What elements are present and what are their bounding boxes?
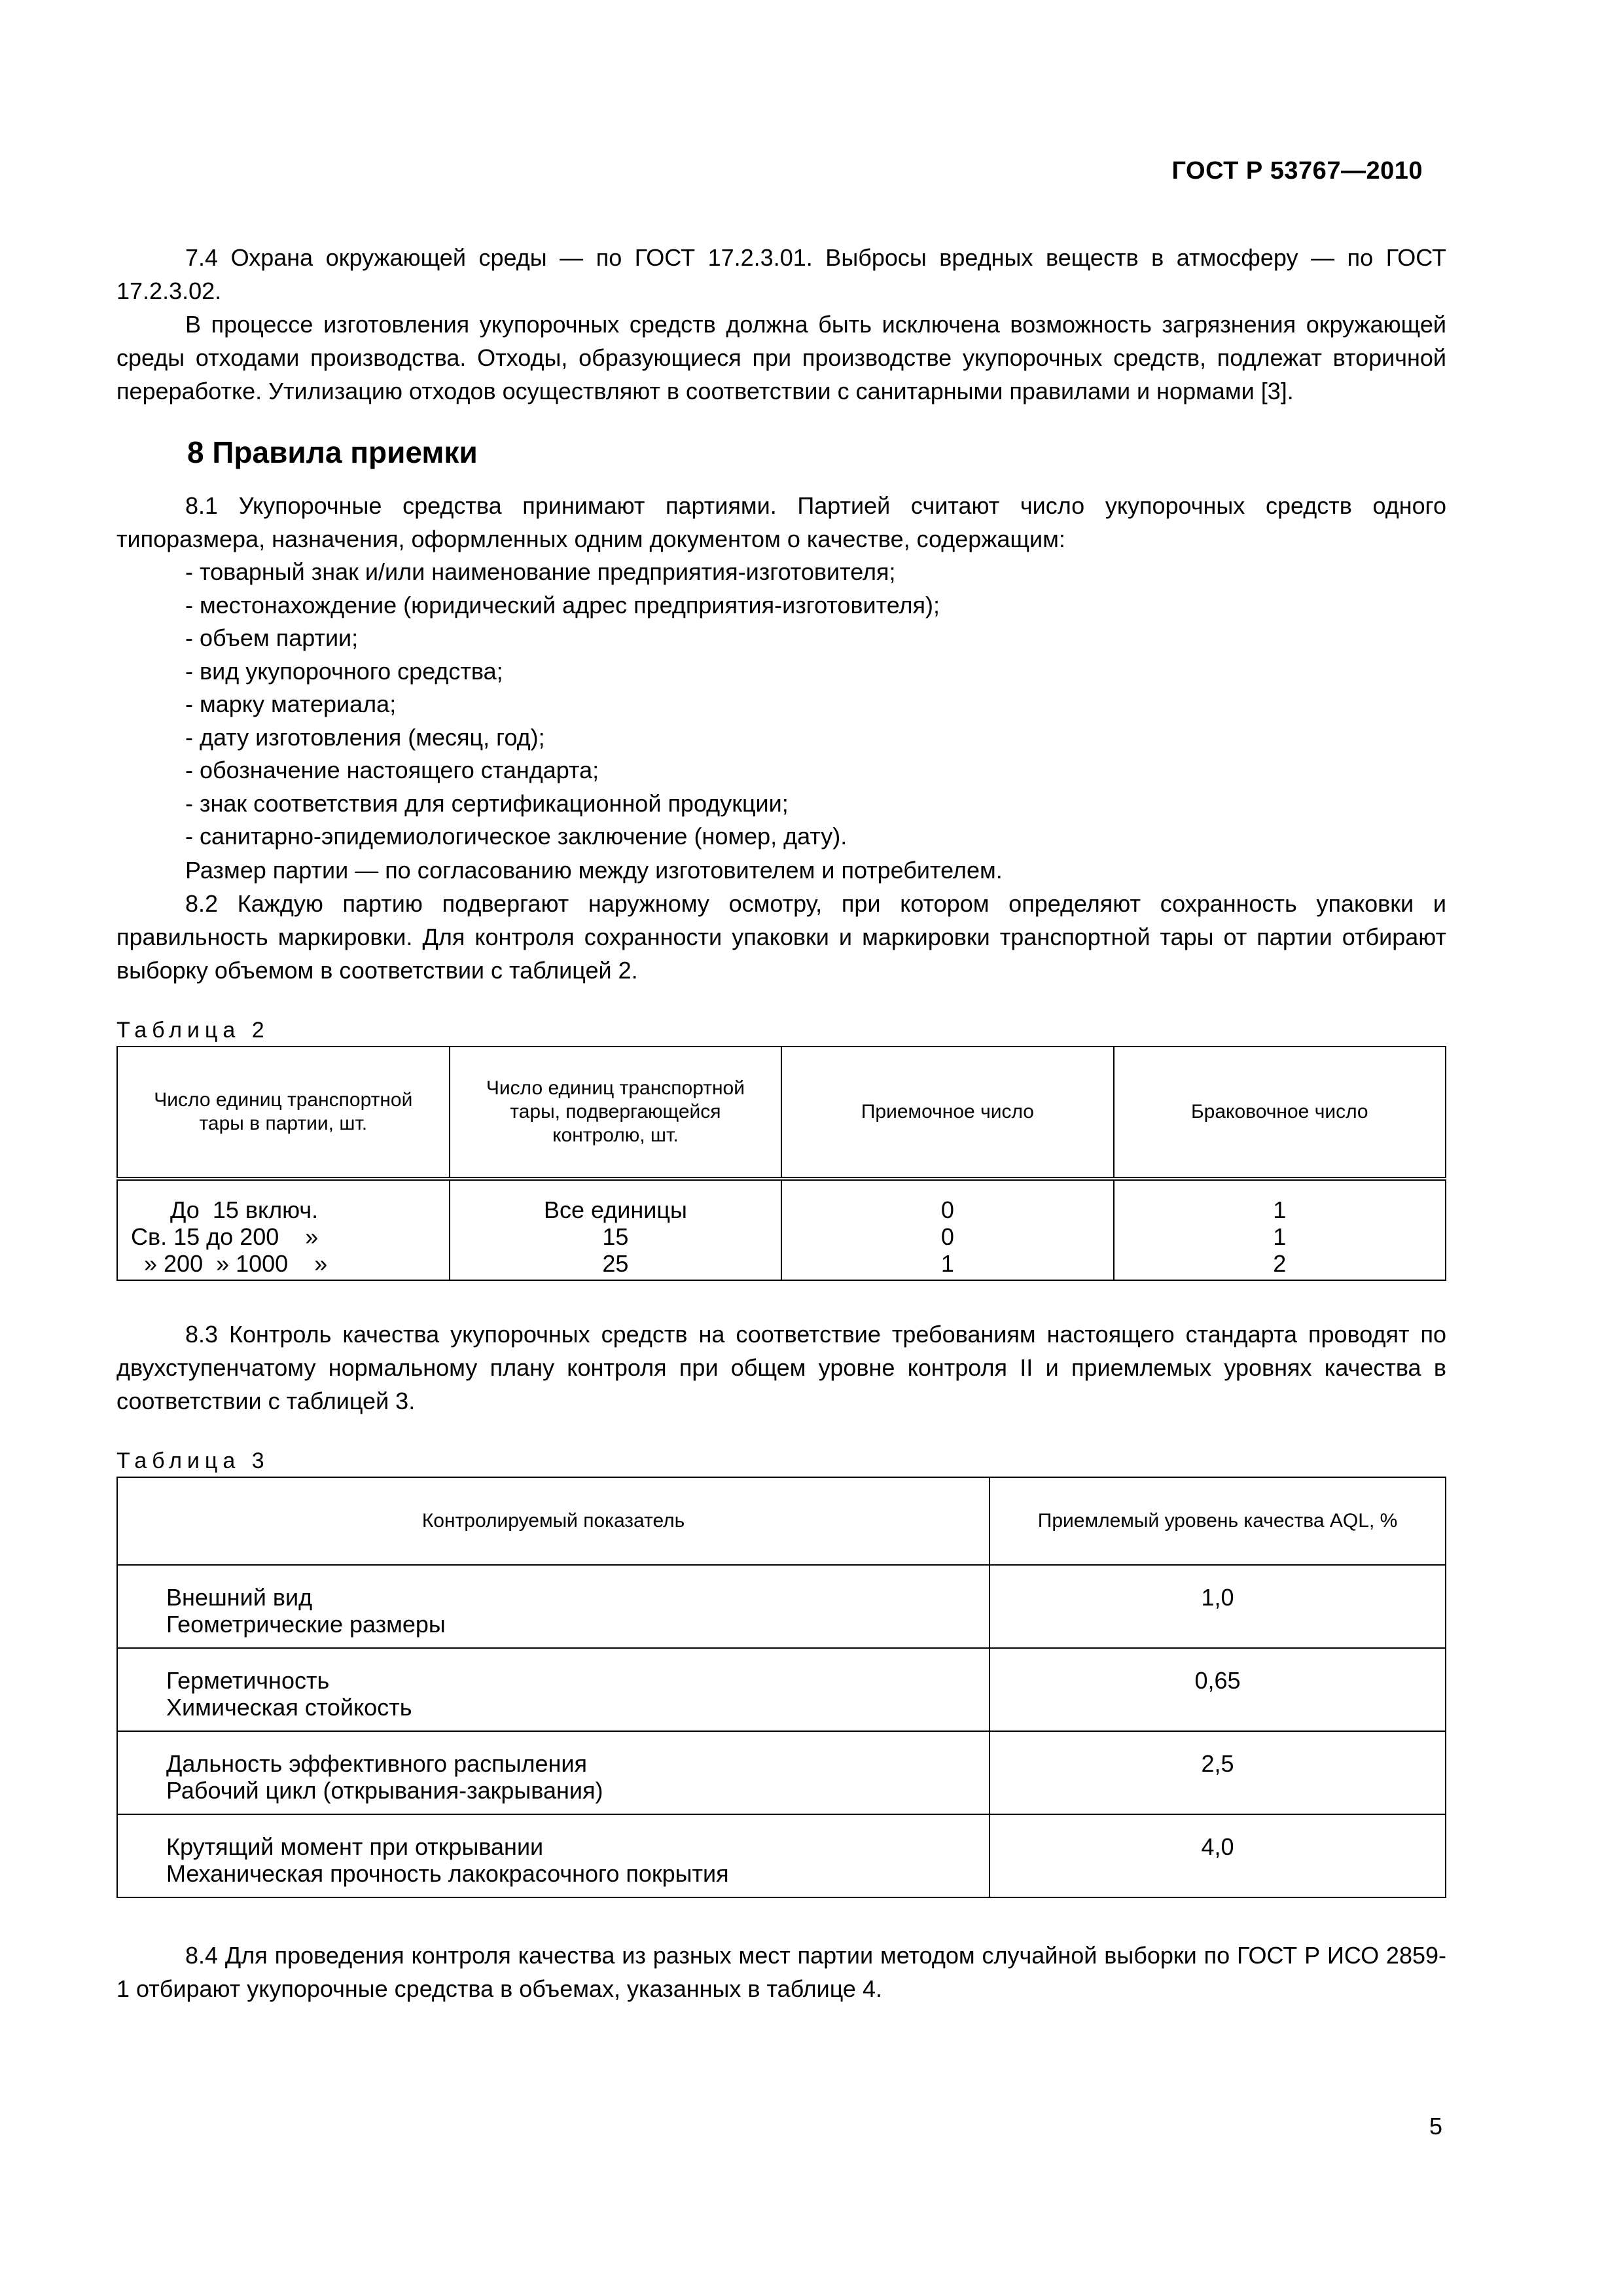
- table-cell: До 15 включ. Св. 15 до 200 » » 200 » 1000 »: [117, 1179, 450, 1280]
- table-row: [117, 1731, 1446, 1814]
- section-heading: 8 Правила приемки: [187, 435, 478, 469]
- paragraph-7-4: 7.4 Охрана окружающей среды — по ГОСТ 17.2.3.01. Выбросы вредных веществ в атмосферу — по ГОСТ 17.2.3.02.: [116, 244, 1446, 304]
- table-header-cell: Браковочное число: [1114, 1047, 1446, 1179]
- table-cell: 2,5: [990, 1731, 1446, 1814]
- page-number: 5: [1429, 2113, 1442, 2140]
- table-cell: Дальность эффективного распыления Рабочий цикл (открывания-закрывания): [117, 1731, 990, 1814]
- table-2-caption: Таблица 2: [116, 1017, 270, 1043]
- table-row: [117, 1565, 1446, 1648]
- table-header-cell: Приемлемый уровень качества AQL, %: [990, 1477, 1446, 1565]
- table-row: [117, 1648, 1446, 1731]
- page-content: [116, 241, 1446, 2005]
- list-item: - марку материала;: [185, 691, 397, 717]
- table-cell: 0,65: [990, 1648, 1446, 1731]
- table-cell: 1,0: [990, 1565, 1446, 1648]
- list-item: - местонахождение (юридический адрес предприятия-изготовителя);: [185, 591, 940, 619]
- table-3: [116, 1477, 1446, 1898]
- table-cell: 0 0 1: [781, 1179, 1113, 1280]
- table-cell: Крутящий момент при открывании Механическая прочность лакокрасочного покрытия: [117, 1814, 990, 1897]
- table-header-cell: Число единиц транспортной тары, подвергающейся контролю, шт.: [450, 1047, 782, 1179]
- table-row: [117, 1179, 1446, 1280]
- paragraph-8-2: 8.2 Каждую партию подвергают наружному осмотру, при котором определяют сохранность упаковки и правильность маркировки. Для контроля сохранности упаковки и маркировки транспортной тары от партии отбирают выборку объемом в соответствии с таблицей 2.: [116, 889, 1446, 984]
- table-header-cell: Контролируемый показатель: [117, 1477, 990, 1565]
- paragraph-8-1: 8.1 Укупорочные средства принимают партиями. Партией считают число укупорочных средств одного типоразмера, назначения, оформленных одним документом о качестве, содержащим:: [116, 492, 1446, 552]
- table-cell: Внешний вид Геометрические размеры: [117, 1565, 990, 1648]
- table-2: [116, 1046, 1446, 1281]
- table-header-row: [117, 1047, 1446, 1179]
- paragraph-waste: В процессе изготовления укупорочных средств должна быть исключена возможность загрязнения окружающей среды отходами производства. Отходы, образующиеся при производстве укупорочных средств, подлежат вторичной переработке. Утилизацию отходов осуществляют в соответствии с санитарными правилами и нормами [3].: [116, 311, 1446, 404]
- table-header-cell: Число единиц транспортной тары в партии, шт.: [117, 1047, 450, 1179]
- list-item: - дату изготовления (месяц, год);: [185, 723, 545, 751]
- list-item: - обозначение настоящего стандарта;: [185, 757, 599, 783]
- list-item: - знак соответствия для сертификационной продукции;: [185, 789, 789, 817]
- table-cell: Все единицы 15 25: [450, 1179, 782, 1280]
- paragraph-8-4: 8.4 Для проведения контроля качества из разных мест партии методом случайной выборки по ГОСТ Р ИСО 2859-1 отбирают укупорочные средства в объемах, указанных в таблице 4.: [116, 1941, 1446, 2002]
- list-item: - вид укупорочного средства;: [185, 657, 503, 685]
- table-header-cell: Приемочное число: [781, 1047, 1113, 1179]
- list-item: - товарный знак и/или наименование предприятия-изготовителя;: [185, 558, 896, 585]
- list-item: - объем партии;: [185, 624, 359, 651]
- table-cell: 4,0: [990, 1814, 1446, 1897]
- table-cell: Герметичность Химическая стойкость: [117, 1648, 990, 1731]
- requirements-list: [116, 556, 1446, 853]
- document-code: ГОСТ Р 53767—2010: [1171, 157, 1423, 185]
- table-3-caption: Таблица 3: [116, 1448, 270, 1473]
- paragraph-8-3: 8.3 Контроль качества укупорочных средств на соответствие требованиям настоящего стандарта проводят по двухступенчатому нормальному плану контроля при общем уровне контроля II и приемлемых уровнях качества в соответствии с таблицей 3.: [116, 1320, 1446, 1414]
- table-row: [117, 1814, 1446, 1897]
- paragraph-lot-size: Размер партии — по согласованию между изготовителем и потребителем.: [185, 856, 1003, 884]
- list-item: - санитарно-эпидемиологическое заключение (номер, дату).: [185, 823, 847, 850]
- table-cell: 1 1 2: [1114, 1179, 1446, 1280]
- table-header-row: [117, 1477, 1446, 1565]
